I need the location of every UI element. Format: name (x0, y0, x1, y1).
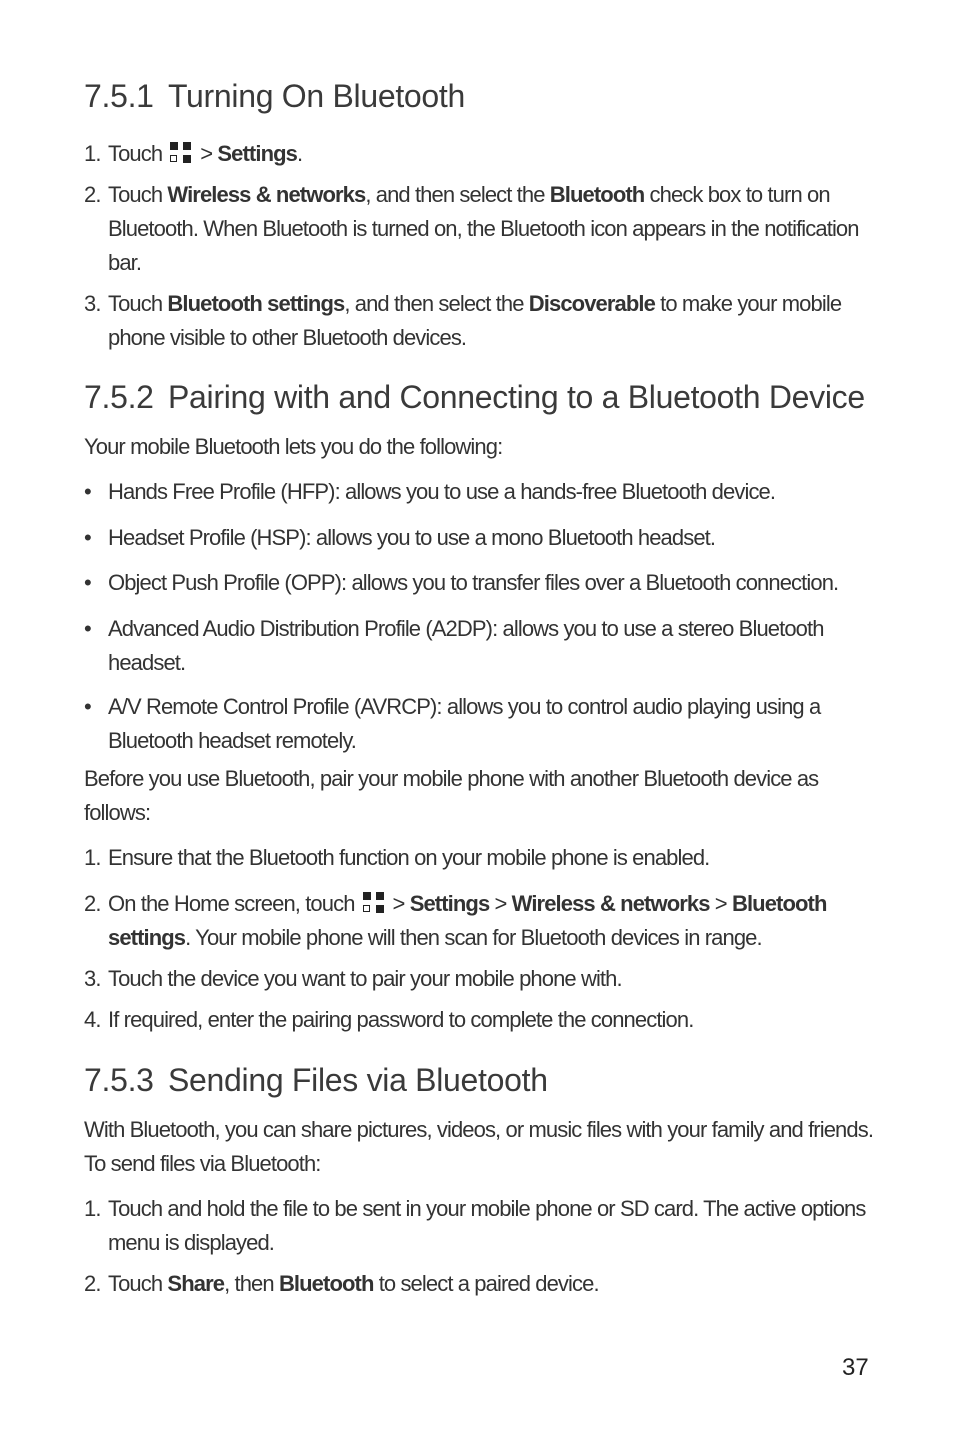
list-item: 2. Touch Wireless & networks, and then select the Bluetooth check box to turn on Bluetooth. When Bluetooth is turned on, the Bluetooth icon appears in the notification bar. (84, 182, 859, 275)
list-item: 4. If required, enter the pairing password to complete the connection. (84, 1007, 694, 1032)
all-apps-grid-icon (363, 892, 385, 914)
bullet-item: • Hands Free Profile (HFP): allows you to use a hands-free Bluetooth device. (84, 479, 776, 504)
section-heading-7-5-2: 7.5.2 Pairing with and Connecting to a Bluetooth Device (84, 379, 865, 415)
list-item: 3. Touch the device you want to pair your mobile phone with. (84, 966, 622, 991)
paragraph: With Bluetooth, you can share pictures, videos, or music files with your family and friends. To send files via Bluetooth: (84, 1117, 874, 1176)
bullet-item: • Object Push Profile (OPP): allows you to transfer files over a Bluetooth connection. (84, 570, 839, 595)
bullet-item: • Advanced Audio Distribution Profile (A2DP): allows you to use a stereo Bluetooth headset. (84, 616, 824, 675)
paragraph: Your mobile Bluetooth lets you do the following: (84, 434, 503, 459)
list-item: 1. Touch and hold the file to be sent in your mobile phone or SD card. The active options menu is displayed. (84, 1196, 866, 1255)
section-heading-7-5-1: 7.5.1 Turning On Bluetooth (84, 78, 466, 114)
all-apps-grid-icon (170, 142, 192, 164)
list-item: 2. On the Home screen, touch > Settings > Wireless & networks > Bluetooth settings. Your mobile phone will then scan for Bluetooth devices in range. (84, 891, 827, 950)
page-number: 37 (842, 1354, 869, 1381)
list-item: 1. Ensure that the Bluetooth function on your mobile phone is enabled. (84, 845, 710, 870)
list-item: 1. Touch > Settings. (84, 141, 303, 166)
paragraph: Before you use Bluetooth, pair your mobile phone with another Bluetooth device as follows: (84, 766, 819, 825)
section-heading-7-5-3: 7.5.3 Sending Files via Bluetooth (84, 1062, 548, 1098)
list-item: 3. Touch Bluetooth settings, and then select the Discoverable to make your mobile phone visible to other Bluetooth devices. (84, 291, 842, 350)
list-item: 2. Touch Share, then Bluetooth to select a paired device. (84, 1271, 599, 1296)
bullet-item: • Headset Profile (HSP): allows you to use a mono Bluetooth headset. (84, 525, 716, 550)
bullet-item: • A/V Remote Control Profile (AVRCP): allows you to control audio playing using a Bluetooth headset remotely. (84, 694, 821, 753)
